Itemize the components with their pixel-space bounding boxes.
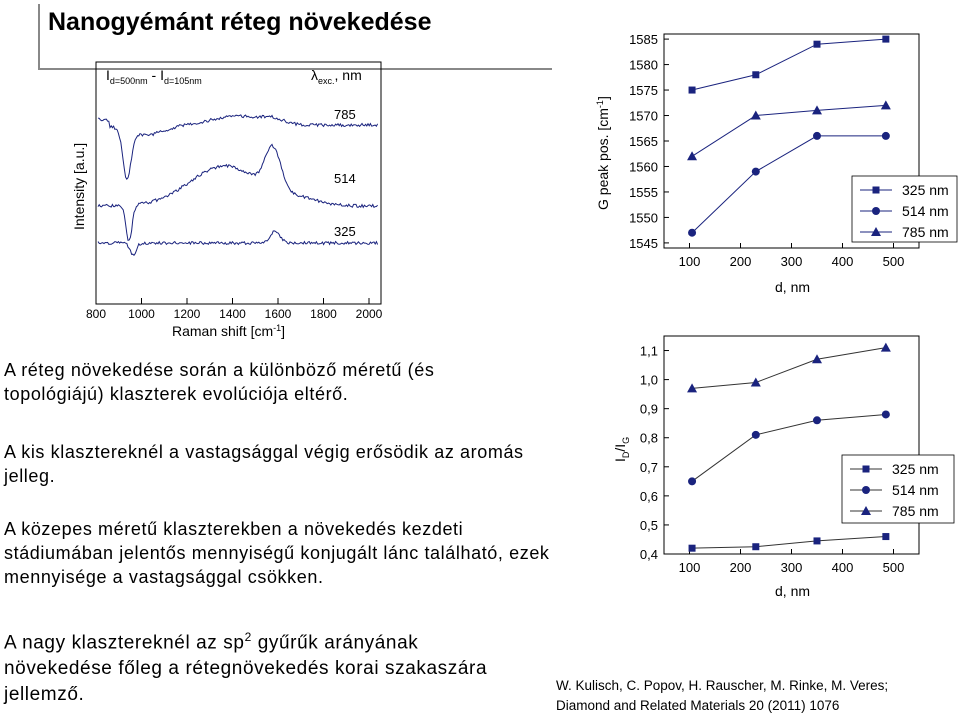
raman-x-tick-label: 1600 — [264, 307, 292, 321]
raman-x-tick-label: 800 — [85, 307, 107, 321]
raman-label-325: 325 — [334, 224, 356, 239]
y-tick-label: 1570 — [629, 108, 658, 124]
y-tick-label: 0,6 — [639, 488, 658, 504]
x-tick-label: 100 — [678, 254, 701, 269]
y-tick-label: 1545 — [629, 235, 658, 251]
data-point-square — [752, 543, 759, 550]
y-tick-label: 0,9 — [639, 401, 658, 417]
raman-header-right: $\lambda_{exc.}$, nm — [311, 67, 362, 86]
x-tick-label: 400 — [831, 560, 854, 575]
slide-title: Nanogyémánt réteg növekedése — [48, 8, 432, 36]
data-point-circle — [882, 410, 890, 418]
raman-x-tick-label: 1400 — [219, 307, 246, 321]
data-point-square — [882, 533, 889, 540]
data-point-circle — [813, 416, 821, 424]
legend-label: 514 nm — [902, 203, 949, 219]
y-tick-label: 0,7 — [639, 459, 658, 475]
y-tick-label: 1,1 — [639, 343, 658, 359]
data-point-circle — [688, 477, 696, 485]
legend-marker-circle — [862, 486, 870, 494]
p4-sup: 2 — [244, 630, 252, 644]
raman-header-left: $I_{d=500nm} - I_{d=105nm}$ — [106, 67, 202, 86]
legend-label: 785 nm — [902, 224, 949, 240]
g-peak-x-label: d, nm — [775, 279, 811, 295]
citation — [556, 676, 888, 716]
legend-label: 785 nm — [892, 503, 939, 519]
data-point-square — [689, 545, 696, 552]
raman-x-tick-label: 2000 — [355, 307, 383, 321]
paragraph-small-clusters: A kis klasztereknél a vastagsággal végig erősödik az aromás jelleg. — [4, 442, 524, 486]
x-tick-label: 500 — [882, 254, 905, 269]
citation-journal: Diamond and Related Materials 20 (2011) 1076 — [556, 698, 840, 713]
x-tick-label: 500 — [882, 560, 905, 575]
raman-x-tick-label: 1800 — [310, 307, 337, 321]
data-point-circle — [752, 431, 760, 439]
y-tick-label: 1560 — [629, 159, 658, 175]
legend-label: 325 nm — [902, 182, 949, 198]
raman-x-tick-label: 1000 — [128, 307, 155, 321]
p4-text-start: A nagy klasztereknél az sp — [4, 632, 245, 654]
raman-label-514: 514 — [334, 171, 356, 186]
y-tick-label: 1580 — [629, 57, 658, 73]
id-ig-legend — [842, 455, 954, 523]
id-ig-y-label: $I_D/I_G$ — [612, 436, 631, 462]
y-tick-label: 1565 — [629, 134, 658, 149]
y-tick-label: 1585 — [629, 32, 658, 48]
paragraph-large-clusters — [4, 624, 524, 708]
raman-x-tick-label: 1200 — [173, 307, 201, 321]
y-tick-label: 0,4 — [639, 547, 658, 562]
series-line-triangle — [692, 348, 886, 389]
x-tick-label: 300 — [780, 560, 803, 575]
x-tick-label: 100 — [678, 560, 701, 575]
id-ig-x-label: d, nm — [775, 583, 811, 599]
x-tick-label: 200 — [729, 560, 752, 575]
series-line-square — [692, 537, 886, 549]
x-tick-label: 200 — [729, 254, 752, 269]
paragraph-cluster-evolution: A réteg növekedése során a különböző méretű (és topológiájú) klaszterek evolúciója eltérő. — [4, 360, 435, 404]
g-peak-y-label: G peak pos. $[cm^{-1}]$ — [595, 96, 611, 210]
citation-authors: W. Kulisch, C. Popov, H. Rauscher, M. Rinke, M. Veres; — [556, 678, 889, 693]
raman-label-785: 785 — [334, 107, 356, 122]
data-point-triangle — [751, 378, 761, 387]
y-tick-label: 1550 — [629, 210, 658, 226]
raman-y-label: Intensity [a.u.] — [71, 142, 87, 230]
y-tick-label: 0,8 — [639, 430, 658, 446]
x-tick-label: 300 — [780, 254, 803, 269]
data-point-square — [814, 537, 821, 544]
raman-x-label: Raman shift $[cm^{-1}]$ — [172, 323, 286, 339]
legend-label: 325 nm — [892, 461, 939, 477]
x-tick-label: 400 — [831, 254, 854, 269]
p4-text-end: gyűrűk arányának növekedése főleg a rétegnövekedés korai szakaszára jellemző. — [4, 632, 488, 706]
legend-label: 514 nm — [892, 482, 939, 498]
legend-marker-square — [863, 466, 870, 473]
y-tick-label: 1575 — [629, 83, 658, 99]
y-tick-label: 1555 — [629, 184, 658, 200]
y-tick-label: 1,0 — [639, 372, 658, 388]
y-tick-label: 0,5 — [639, 517, 658, 533]
paragraph-medium-clusters: A közepes méretű klaszterekben a növekedés kezdeti stádiumában jelentős mennyiségű konjugált lánc található, ezek mennyisége a vastagsággal csökken. — [4, 519, 550, 587]
data-point-triangle — [881, 343, 891, 352]
